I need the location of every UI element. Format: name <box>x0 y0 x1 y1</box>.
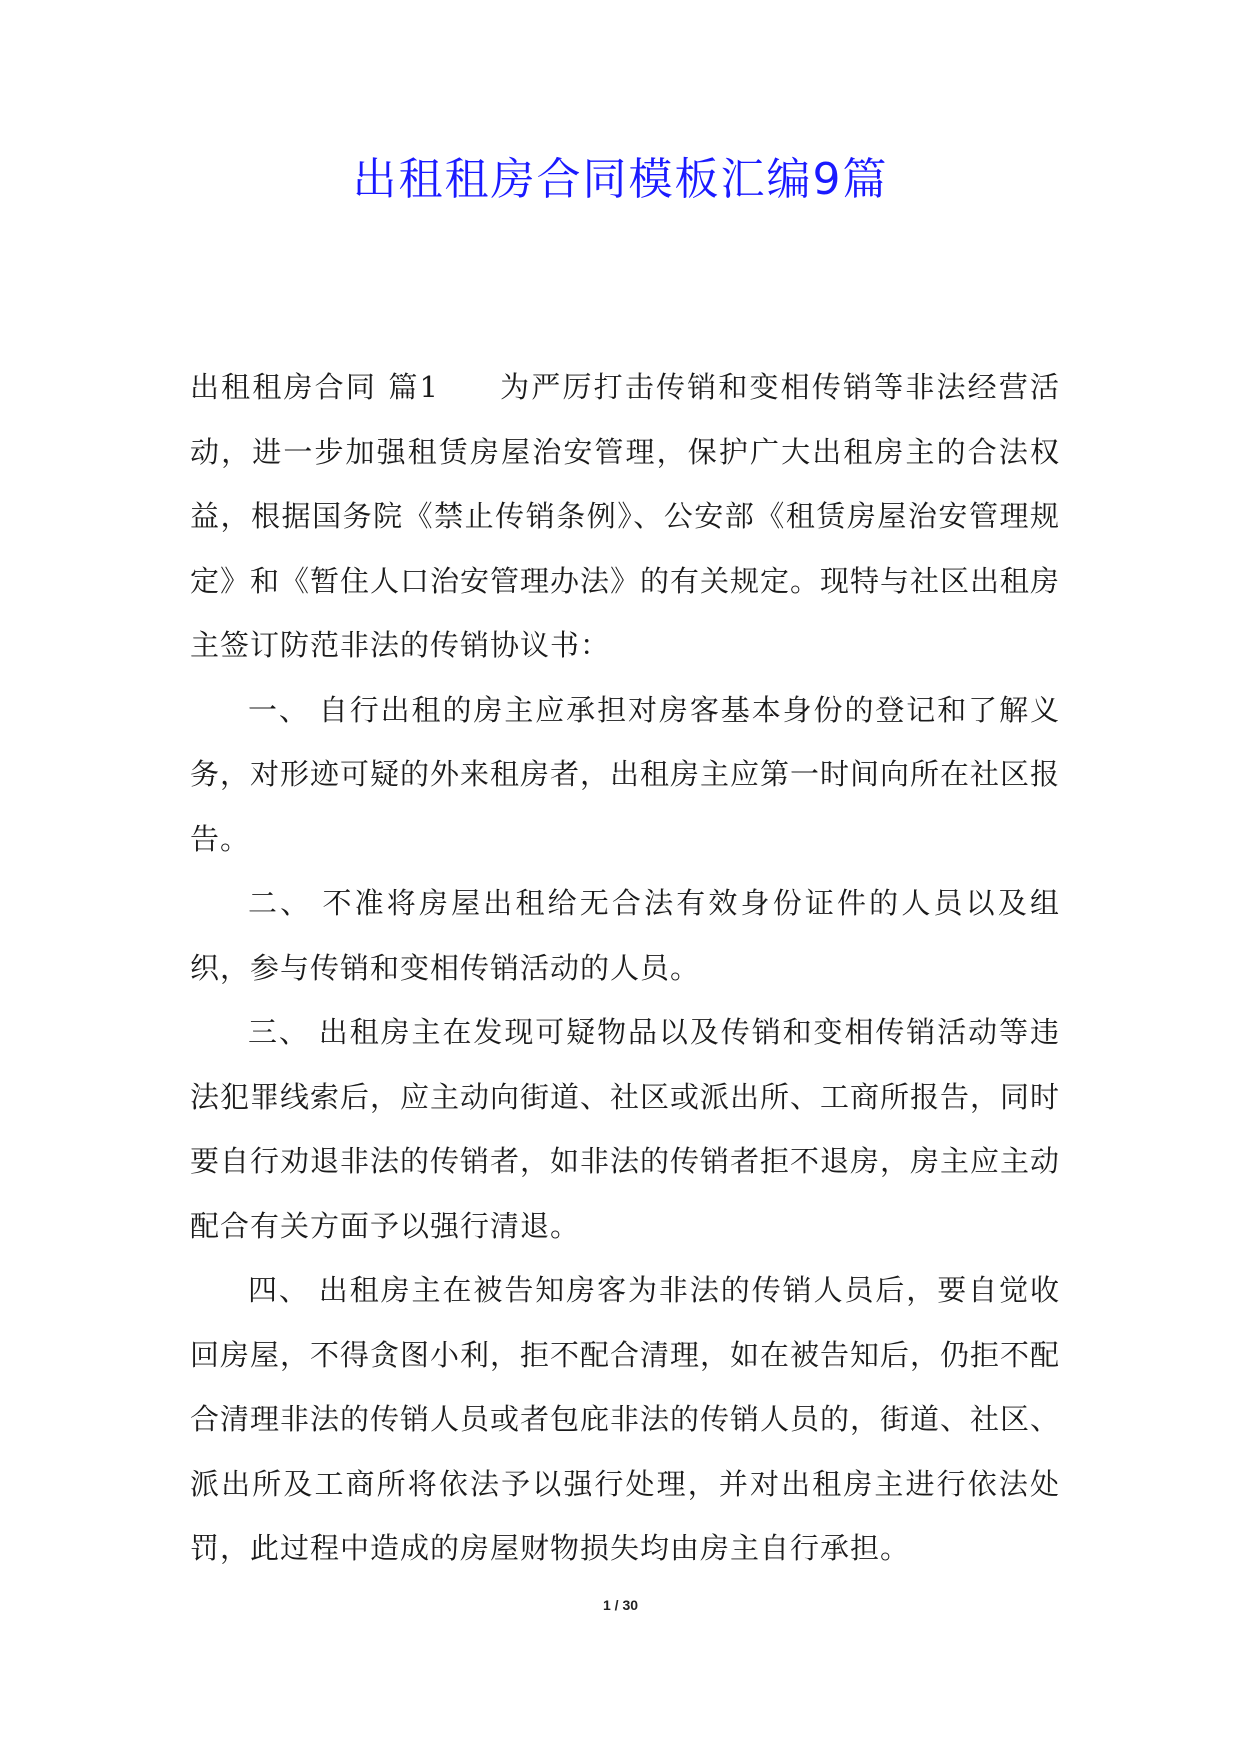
intro-paragraph <box>190 355 1060 678</box>
intro-text: 为严厉打击传销和变相传销等非法经营活动，进一步加强租赁房屋治安管理，保护广大出租房主的合法权益，根据国务院《禁止传销条例》、公安部《租赁房屋治安管理规定》和《暂住人口治安管理办法》的有关规定。现特与社区出租房主签订防范非法的传销协议书： <box>190 370 1061 662</box>
clause-text: 不准将房屋出租给无合法有效身份证件的人员以及组织，参与传销和变相传销活动的人员。 <box>190 886 1060 985</box>
clause-text: 自行出租的房主应承担对房客基本身份的登记和了解义务，对形迹可疑的外来租房者，出租房主应第一时间向所在社区报告。 <box>190 692 1061 856</box>
clause-label: 四、 <box>248 1273 310 1307</box>
clause-paragraph <box>190 871 1060 1000</box>
section-heading: 出租租房合同 篇1 <box>190 370 439 404</box>
document-title: 出租租房合同模板汇编9篇 <box>352 154 889 205</box>
clause-paragraph <box>190 1000 1060 1258</box>
clause-label: 一、 <box>248 692 310 727</box>
clause-text: 出租房主在被告知房客为非法的传销人员后，要自觉收回房屋，不得贪图小利，拒不配合清理，如在被告知后，仍拒不配合清理非法的传销人员或者包庇非法的传销人员的，街道、社区、派出所及工商所将依法予以强行处理，并对出租房主进行依法处罚，此过程中造成的房屋财物损失均由房主自行承担。 <box>190 1273 1061 1565</box>
clause-paragraph <box>190 1258 1060 1581</box>
clause-text: 出租房主在发现可疑物品以及传销和变相传销活动等违法犯罪线索后，应主动向街道、社区或派出所、工商所报告，同时要自行劝退非法的传销者，如非法的传销者拒不退房，房主应主动配合有关方面予以强行清退。 <box>190 1015 1061 1243</box>
clause-label: 二、 <box>248 886 313 920</box>
clause-paragraph <box>190 678 1060 872</box>
clause-label: 三、 <box>248 1015 310 1049</box>
page-number: 1 / 30 <box>602 1597 639 1613</box>
document-body <box>190 355 1060 1581</box>
